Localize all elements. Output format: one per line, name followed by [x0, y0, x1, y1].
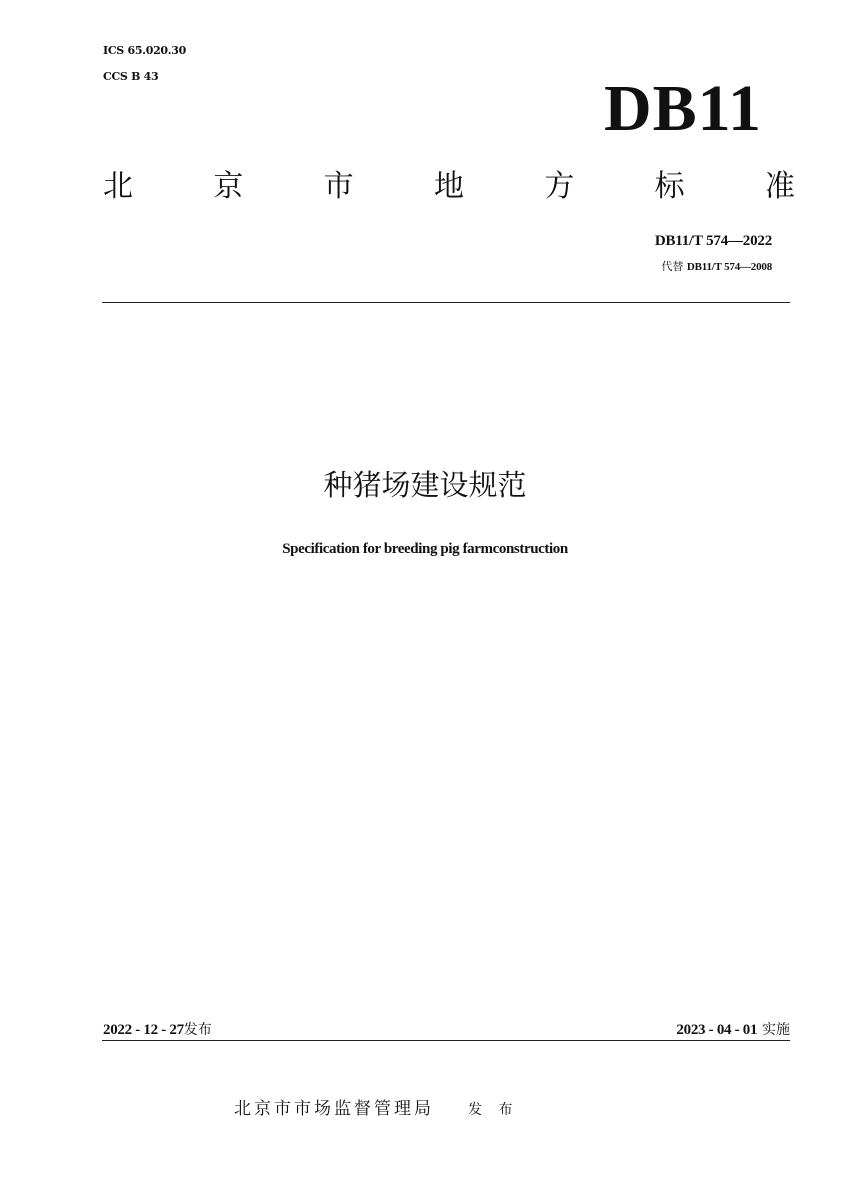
- issuer-name: 北京市市场监督管理局: [234, 1099, 434, 1119]
- document-title-cn: 种猪场建设规范: [323, 468, 527, 502]
- header-divider: [102, 302, 790, 303]
- document-title-en: Specification for breeding pig farmconstruction: [282, 541, 568, 557]
- implementation-date: [676, 1020, 790, 1039]
- implementation-date-value: 2023 - 04 - 01: [676, 1022, 758, 1038]
- issue-date-value: 2022 - 12 - 27: [103, 1022, 184, 1038]
- ccs-code: CCS B 43: [103, 70, 159, 83]
- implementation-date-label: 实施: [762, 1022, 790, 1038]
- standard-type-char: 京: [213, 169, 244, 204]
- standard-type-char: 北: [103, 169, 133, 204]
- issue-date-label: 发布: [183, 1022, 212, 1038]
- issuer-issue-label: 发 布: [468, 1102, 519, 1118]
- issuer-line: [234, 1098, 518, 1121]
- db11-logo: DB11: [603, 72, 762, 145]
- standard-number: DB11/T 574—2022: [654, 233, 772, 249]
- ics-code: ICS 65.020.30: [103, 44, 187, 57]
- standard-type-char: 市: [323, 169, 354, 204]
- replaced-standard-number: DB11/T 574—2008: [686, 261, 772, 273]
- replaces-label: 代替: [661, 260, 684, 273]
- standard-type-char: 标: [654, 169, 685, 204]
- replaces-line: [661, 260, 772, 274]
- standard-type-char: 准: [764, 169, 795, 204]
- standard-type-char: 方: [544, 169, 575, 204]
- issue-date: [103, 1020, 212, 1039]
- standard-type-char: 地: [433, 169, 464, 204]
- footer-divider: [102, 1040, 790, 1041]
- standard-type-heading: [103, 168, 795, 206]
